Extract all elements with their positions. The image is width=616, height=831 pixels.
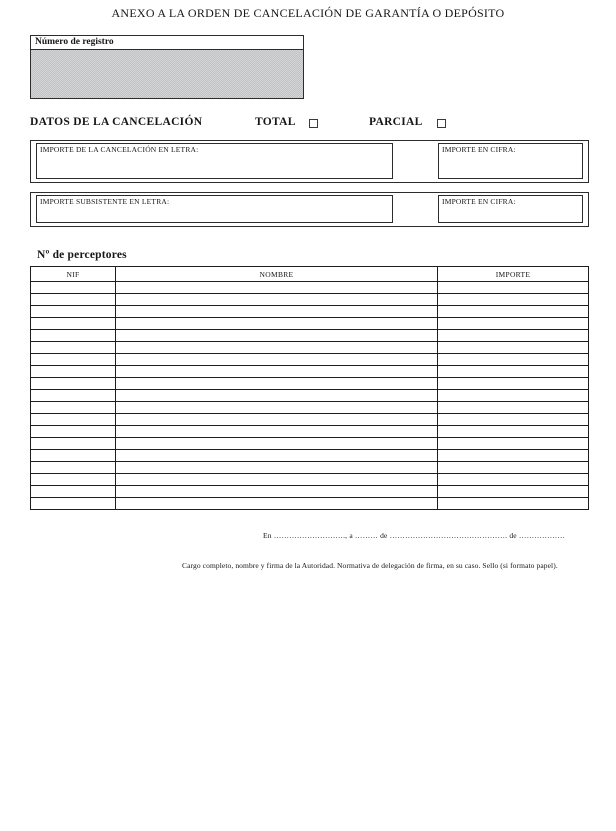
table-cell[interactable] [31, 462, 116, 474]
importe-cancelacion-cifra-field[interactable] [438, 143, 583, 179]
table-cell[interactable] [438, 498, 589, 510]
importe-box-spacer [393, 143, 438, 179]
table-cell[interactable] [116, 426, 438, 438]
table-cell[interactable] [438, 294, 589, 306]
table-cell[interactable] [31, 438, 116, 450]
table-cell[interactable] [31, 318, 116, 330]
table-cell[interactable] [438, 342, 589, 354]
table-cell[interactable] [31, 306, 116, 318]
table-cell[interactable] [31, 450, 116, 462]
table-cell[interactable] [438, 390, 589, 402]
table-cell[interactable] [31, 366, 116, 378]
table-cell[interactable] [31, 390, 116, 402]
table-cell[interactable] [31, 486, 116, 498]
table-cell[interactable] [438, 366, 589, 378]
table-cell[interactable] [31, 282, 116, 294]
table-row [31, 378, 589, 390]
parcial-checkbox[interactable] [437, 119, 446, 128]
table-cell[interactable] [116, 462, 438, 474]
table-cell[interactable] [116, 378, 438, 390]
cancelacion-options-row [0, 116, 616, 132]
table-cell[interactable] [438, 378, 589, 390]
importe-subsistente-letra-field[interactable] [36, 195, 393, 223]
table-row [31, 462, 589, 474]
table-cell[interactable] [31, 498, 116, 510]
table-cell[interactable] [116, 486, 438, 498]
table-row [31, 306, 589, 318]
parcial-label: PARCIAL [369, 116, 423, 128]
table-row [31, 282, 589, 294]
table-row [31, 414, 589, 426]
table-cell[interactable] [438, 330, 589, 342]
table-cell[interactable] [116, 342, 438, 354]
table-cell[interactable] [438, 306, 589, 318]
table-row [31, 366, 589, 378]
table-row [31, 438, 589, 450]
table-row [31, 402, 589, 414]
table-row [31, 318, 589, 330]
table-row [31, 498, 589, 510]
table-cell[interactable] [438, 486, 589, 498]
date-place-line: En ………………………., a ……… de ………………………………………. de ……………… [263, 531, 566, 540]
importe-subsistente-cifra-label: IMPORTE EN CIFRA: [442, 197, 516, 206]
table-cell[interactable] [116, 318, 438, 330]
table-cell[interactable] [438, 402, 589, 414]
importe-subsistente-cifra-field[interactable] [438, 195, 583, 223]
column-header-importe: IMPORTE [438, 267, 589, 282]
page-title: ANEXO A LA ORDEN DE CANCELACIÓN DE GARANTÍA O DEPÓSITO [111, 6, 505, 20]
table-cell[interactable] [116, 390, 438, 402]
importe-cancelacion-box [30, 140, 589, 183]
table-row [31, 426, 589, 438]
table-row [31, 330, 589, 342]
importe-cancelacion-letra-field[interactable] [36, 143, 393, 179]
table-cell[interactable] [116, 354, 438, 366]
table-cell[interactable] [31, 402, 116, 414]
table-cell[interactable] [116, 414, 438, 426]
total-label: TOTAL [255, 116, 296, 128]
table-cell[interactable] [31, 342, 116, 354]
table-row [31, 486, 589, 498]
importe-subsistente-box [30, 192, 589, 227]
table-row [31, 390, 589, 402]
perceptores-heading: Nº de perceptores [37, 249, 127, 261]
table-row [31, 294, 589, 306]
table-cell[interactable] [116, 474, 438, 486]
table-cell[interactable] [438, 414, 589, 426]
table-cell[interactable] [116, 450, 438, 462]
table-row [31, 354, 589, 366]
table-cell[interactable] [116, 402, 438, 414]
table-cell[interactable] [31, 330, 116, 342]
importe-cancelacion-cifra-label: IMPORTE EN CIFRA: [442, 145, 516, 154]
table-cell[interactable] [438, 462, 589, 474]
table-cell[interactable] [438, 354, 589, 366]
table-cell[interactable] [438, 438, 589, 450]
table-row [31, 474, 589, 486]
column-header-nombre: NOMBRE [116, 267, 438, 282]
table-cell[interactable] [438, 318, 589, 330]
registro-label: Número de registro [31, 36, 303, 50]
table-cell[interactable] [116, 330, 438, 342]
registro-box [30, 35, 304, 99]
column-header-nif: NIF [31, 267, 116, 282]
table-cell[interactable] [438, 474, 589, 486]
importe-cancelacion-letra-label: IMPORTE DE LA CANCELACIÓN EN LETRA: [40, 145, 199, 154]
table-cell[interactable] [116, 294, 438, 306]
table-header-row [31, 267, 589, 282]
perceptores-table [30, 266, 589, 510]
table-cell[interactable] [438, 426, 589, 438]
table-cell[interactable] [116, 282, 438, 294]
cancelacion-heading: DATOS DE LA CANCELACIÓN [30, 116, 203, 128]
table-cell[interactable] [438, 450, 589, 462]
table-cell[interactable] [116, 366, 438, 378]
table-cell[interactable] [31, 354, 116, 366]
table-cell[interactable] [31, 378, 116, 390]
importe-subsistente-letra-label: IMPORTE SUBSISTENTE EN LETRA: [40, 197, 170, 206]
table-cell[interactable] [31, 294, 116, 306]
table-cell[interactable] [116, 306, 438, 318]
registro-field[interactable] [31, 50, 303, 98]
total-checkbox[interactable] [309, 119, 318, 128]
table-cell[interactable] [116, 498, 438, 510]
table-cell[interactable] [31, 474, 116, 486]
table-cell[interactable] [116, 438, 438, 450]
table-cell[interactable] [31, 414, 116, 426]
table-row [31, 342, 589, 354]
table-cell[interactable] [438, 282, 589, 294]
table-row [31, 450, 589, 462]
signature-instructions: Cargo completo, nombre y firma de la Autoridad. Normativa de delegación de firma, en su caso. Sello (si formato papel). [182, 561, 558, 570]
table-cell[interactable] [31, 426, 116, 438]
importe-box-spacer [393, 195, 438, 223]
